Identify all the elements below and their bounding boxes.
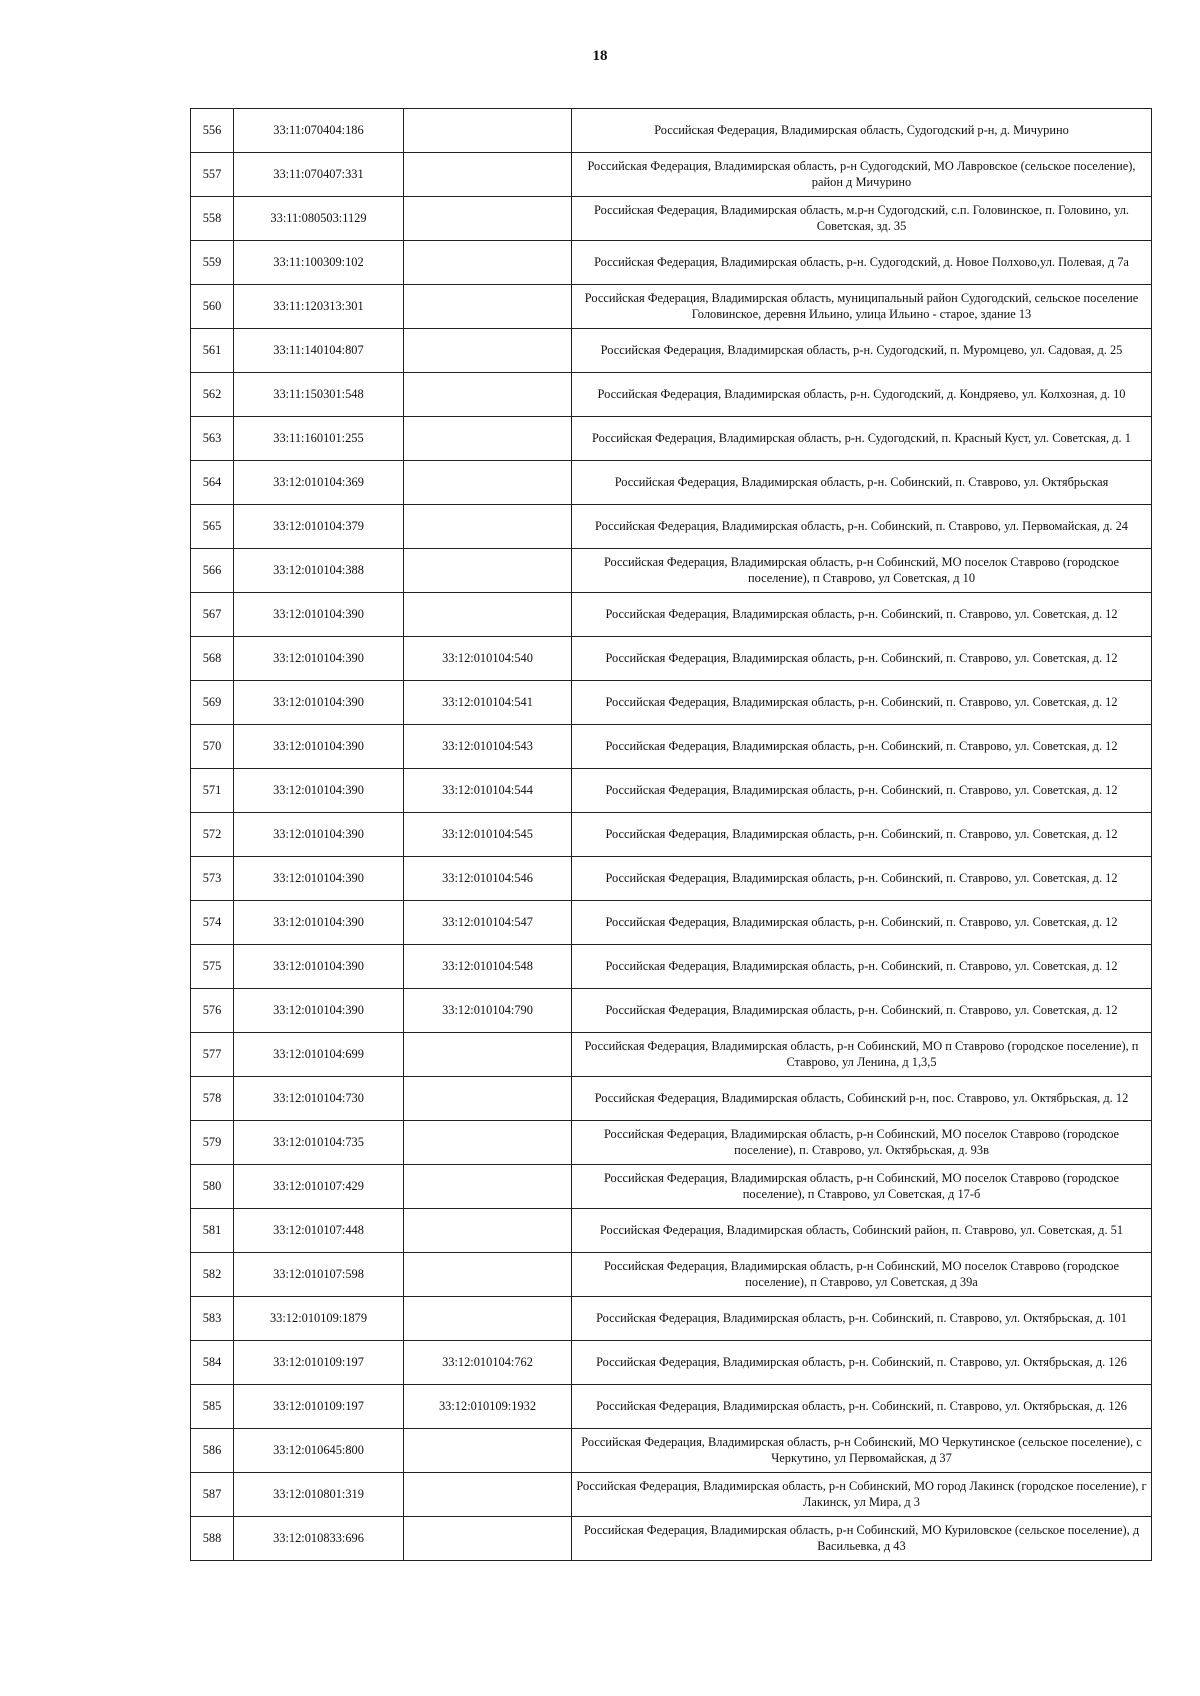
table-row [191,417,1152,461]
linked-cadastral-number-cell: 33:12:010104:543 [404,725,572,769]
row-number-cell: 559 [191,241,234,285]
cadastral-number-cell: 33:12:010104:390 [234,637,404,681]
address-cell: Российская Федерация, Владимирская область, р-н Собинский, МО город Лакинск (городское поселение), г Лакинск, ул Мира, д 3 [572,1473,1152,1517]
address-cell: Российская Федерация, Владимирская область, р-н. Собинский, п. Ставрово, ул. Советская, д. 12 [572,637,1152,681]
row-number-cell: 584 [191,1341,234,1385]
table-row [191,461,1152,505]
table-row [191,1385,1152,1429]
linked-cadastral-number-cell [404,1209,572,1253]
linked-cadastral-number-cell [404,153,572,197]
address-cell: Российская Федерация, Владимирская область, р-н. Собинский, п. Ставрово, ул. Первомайская, д. 24 [572,505,1152,549]
linked-cadastral-number-cell: 33:12:010104:544 [404,769,572,813]
row-number-cell: 577 [191,1033,234,1077]
row-number-cell: 585 [191,1385,234,1429]
table-row [191,1517,1152,1561]
row-number-cell: 568 [191,637,234,681]
cadastral-number-cell: 33:12:010104:369 [234,461,404,505]
table-row [191,505,1152,549]
table-row [191,1121,1152,1165]
row-number-cell: 578 [191,1077,234,1121]
row-number-cell: 572 [191,813,234,857]
table-row [191,285,1152,329]
linked-cadastral-number-cell [404,285,572,329]
linked-cadastral-number-cell: 33:12:010104:545 [404,813,572,857]
row-number-cell: 587 [191,1473,234,1517]
linked-cadastral-number-cell [404,197,572,241]
linked-cadastral-number-cell [404,373,572,417]
cadastral-number-cell: 33:11:070404:186 [234,109,404,153]
address-cell: Российская Федерация, Владимирская область, м.р-н Судогодский, с.п. Головинское, п. Головино, ул. Советская, зд. 35 [572,197,1152,241]
table-row [191,373,1152,417]
cadastral-number-cell: 33:12:010109:1879 [234,1297,404,1341]
cadastral-number-cell: 33:12:010107:448 [234,1209,404,1253]
cadastral-number-cell: 33:12:010833:696 [234,1517,404,1561]
linked-cadastral-number-cell [404,1077,572,1121]
row-number-cell: 581 [191,1209,234,1253]
table-row [191,725,1152,769]
cadastral-number-cell: 33:12:010104:730 [234,1077,404,1121]
linked-cadastral-number-cell [404,505,572,549]
row-number-cell: 573 [191,857,234,901]
table-row [191,857,1152,901]
address-cell: Российская Федерация, Владимирская область, р-н Собинский, МО поселок Ставрово (городское поселение), п Ставрово, ул Советская, д 17-б [572,1165,1152,1209]
registry-table [190,108,1152,1561]
linked-cadastral-number-cell [404,109,572,153]
row-number-cell: 558 [191,197,234,241]
row-number-cell: 569 [191,681,234,725]
row-number-cell: 560 [191,285,234,329]
linked-cadastral-number-cell [404,417,572,461]
table-row [191,197,1152,241]
linked-cadastral-number-cell [404,1517,572,1561]
cadastral-number-cell: 33:12:010104:388 [234,549,404,593]
linked-cadastral-number-cell [404,1429,572,1473]
row-number-cell: 574 [191,901,234,945]
cadastral-number-cell: 33:12:010104:390 [234,945,404,989]
table-row [191,1341,1152,1385]
address-cell: Российская Федерация, Владимирская область, р-н. Собинский, п. Ставрово, ул. Октябрьская [572,461,1152,505]
linked-cadastral-number-cell [404,1033,572,1077]
linked-cadastral-number-cell [404,1253,572,1297]
address-cell: Российская Федерация, Владимирская область, р-н Собинский, МО Куриловское (сельское поселение), д Васильевка, д 43 [572,1517,1152,1561]
cadastral-number-cell: 33:12:010801:319 [234,1473,404,1517]
registry-table-body [191,109,1152,1561]
address-cell: Российская Федерация, Владимирская область, Собинский район, п. Ставрово, ул. Советская, д. 51 [572,1209,1152,1253]
cadastral-number-cell: 33:12:010104:379 [234,505,404,549]
table-row [191,1473,1152,1517]
cadastral-number-cell: 33:12:010104:699 [234,1033,404,1077]
address-cell: Российская Федерация, Владимирская область, р-н. Собинский, п. Ставрово, ул. Советская, д. 12 [572,593,1152,637]
table-row [191,989,1152,1033]
table-row [191,1209,1152,1253]
address-cell: Российская Федерация, Владимирская область, р-н Собинский, МО поселок Ставрово (городское поселение), п Ставрово, ул Советская, д 10 [572,549,1152,593]
linked-cadastral-number-cell [404,549,572,593]
address-cell: Российская Федерация, Владимирская область, р-н. Собинский, п. Ставрово, ул. Октябрьская, д. 126 [572,1385,1152,1429]
address-cell: Российская Федерация, Владимирская область, р-н. Собинский, п. Ставрово, ул. Советская, д. 12 [572,945,1152,989]
cadastral-number-cell: 33:11:070407:331 [234,153,404,197]
address-cell: Российская Федерация, Владимирская область, Собинский р-н, пос. Ставрово, ул. Октябрьская, д. 12 [572,1077,1152,1121]
table-row [191,637,1152,681]
row-number-cell: 565 [191,505,234,549]
address-cell: Российская Федерация, Владимирская область, Судогодский р-н, д. Мичурино [572,109,1152,153]
table-row [191,153,1152,197]
address-cell: Российская Федерация, Владимирская область, р-н. Собинский, п. Ставрово, ул. Советская, д. 12 [572,813,1152,857]
address-cell: Российская Федерация, Владимирская область, р-н Собинский, МО поселок Ставрово (городское поселение), п Ставрово, ул Советская, д 39а [572,1253,1152,1297]
row-number-cell: 566 [191,549,234,593]
cadastral-number-cell: 33:12:010104:735 [234,1121,404,1165]
cadastral-number-cell: 33:12:010104:390 [234,725,404,769]
table-row [191,945,1152,989]
address-cell: Российская Федерация, Владимирская область, р-н. Собинский, п. Ставрово, ул. Советская, д. 12 [572,989,1152,1033]
cadastral-number-cell: 33:12:010104:390 [234,857,404,901]
linked-cadastral-number-cell: 33:12:010104:548 [404,945,572,989]
table-row [191,813,1152,857]
table-row [191,1077,1152,1121]
table-row [191,109,1152,153]
table-row [191,1253,1152,1297]
table-row [191,769,1152,813]
table-row [191,329,1152,373]
row-number-cell: 571 [191,769,234,813]
linked-cadastral-number-cell [404,241,572,285]
row-number-cell: 579 [191,1121,234,1165]
table-row [191,1033,1152,1077]
row-number-cell: 557 [191,153,234,197]
cadastral-number-cell: 33:12:010104:390 [234,813,404,857]
linked-cadastral-number-cell [404,1297,572,1341]
cadastral-number-cell: 33:11:140104:807 [234,329,404,373]
linked-cadastral-number-cell: 33:12:010104:546 [404,857,572,901]
cadastral-number-cell: 33:12:010109:197 [234,1341,404,1385]
linked-cadastral-number-cell: 33:12:010104:540 [404,637,572,681]
row-number-cell: 586 [191,1429,234,1473]
row-number-cell: 561 [191,329,234,373]
linked-cadastral-number-cell [404,461,572,505]
cadastral-number-cell: 33:12:010107:598 [234,1253,404,1297]
address-cell: Российская Федерация, Владимирская область, муниципальный район Судогодский, сельское поселение Головинское, деревня Ильино, улица Ильино - старое, здание 13 [572,285,1152,329]
row-number-cell: 562 [191,373,234,417]
linked-cadastral-number-cell: 33:12:010104:541 [404,681,572,725]
table-row [191,901,1152,945]
row-number-cell: 563 [191,417,234,461]
address-cell: Российская Федерация, Владимирская область, р-н. Собинский, п. Ставрово, ул. Советская, д. 12 [572,901,1152,945]
address-cell: Российская Федерация, Владимирская область, р-н Собинский, МО Черкутинское (сельское поселение), с Черкутино, ул Первомайская, д 37 [572,1429,1152,1473]
cadastral-number-cell: 33:12:010104:390 [234,593,404,637]
cadastral-number-cell: 33:11:100309:102 [234,241,404,285]
linked-cadastral-number-cell [404,1473,572,1517]
row-number-cell: 564 [191,461,234,505]
row-number-cell: 576 [191,989,234,1033]
row-number-cell: 575 [191,945,234,989]
cadastral-number-cell: 33:12:010104:390 [234,989,404,1033]
cadastral-number-cell: 33:11:080503:1129 [234,197,404,241]
linked-cadastral-number-cell [404,1121,572,1165]
address-cell: Российская Федерация, Владимирская область, р-н. Собинский, п. Ставрово, ул. Советская, д. 12 [572,725,1152,769]
cadastral-number-cell: 33:11:150301:548 [234,373,404,417]
linked-cadastral-number-cell: 33:12:010109:1932 [404,1385,572,1429]
table-row [191,1429,1152,1473]
table-row [191,1297,1152,1341]
address-cell: Российская Федерация, Владимирская область, р-н. Судогодский, д. Кондряево, ул. Колхозная, д. 10 [572,373,1152,417]
linked-cadastral-number-cell [404,1165,572,1209]
cadastral-number-cell: 33:12:010107:429 [234,1165,404,1209]
address-cell: Российская Федерация, Владимирская область, р-н. Собинский, п. Ставрово, ул. Советская, д. 12 [572,681,1152,725]
row-number-cell: 588 [191,1517,234,1561]
row-number-cell: 567 [191,593,234,637]
address-cell: Российская Федерация, Владимирская область, р-н. Собинский, п. Ставрово, ул. Октябрьская, д. 126 [572,1341,1152,1385]
cadastral-number-cell: 33:11:160101:255 [234,417,404,461]
cadastral-number-cell: 33:12:010104:390 [234,681,404,725]
linked-cadastral-number-cell: 33:12:010104:762 [404,1341,572,1385]
row-number-cell: 556 [191,109,234,153]
cadastral-number-cell: 33:12:010104:390 [234,769,404,813]
table-row [191,593,1152,637]
address-cell: Российская Федерация, Владимирская область, р-н Судогодский, МО Лавровское (сельское поселение), район д Мичурино [572,153,1152,197]
page-number: 18 [592,48,608,64]
address-cell: Российская Федерация, Владимирская область, р-н Собинский, МО поселок Ставрово (городское поселение), п. Ставрово, ул. Октябрьская, д. 93в [572,1121,1152,1165]
cadastral-number-cell: 33:12:010104:390 [234,901,404,945]
linked-cadastral-number-cell [404,593,572,637]
cadastral-number-cell: 33:12:010645:800 [234,1429,404,1473]
linked-cadastral-number-cell: 33:12:010104:790 [404,989,572,1033]
table-row [191,681,1152,725]
address-cell: Российская Федерация, Владимирская область, р-н. Собинский, п. Ставрово, ул. Советская, д. 12 [572,857,1152,901]
address-cell: Российская Федерация, Владимирская область, р-н. Судогодский, п. Муромцево, ул. Садовая, д. 25 [572,329,1152,373]
table-row [191,1165,1152,1209]
linked-cadastral-number-cell [404,329,572,373]
address-cell: Российская Федерация, Владимирская область, р-н Собинский, МО п Ставрово (городское поселение), п Ставрово, ул Ленина, д 1,3,5 [572,1033,1152,1077]
address-cell: Российская Федерация, Владимирская область, р-н. Судогодский, д. Новое Полхово,ул. Полевая, д 7а [572,241,1152,285]
address-cell: Российская Федерация, Владимирская область, р-н. Собинский, п. Ставрово, ул. Советская, д. 12 [572,769,1152,813]
row-number-cell: 583 [191,1297,234,1341]
cadastral-number-cell: 33:12:010109:197 [234,1385,404,1429]
table-row [191,241,1152,285]
table-row [191,549,1152,593]
row-number-cell: 582 [191,1253,234,1297]
address-cell: Российская Федерация, Владимирская область, р-н. Судогодский, п. Красный Куст, ул. Советская, д. 1 [572,417,1152,461]
row-number-cell: 580 [191,1165,234,1209]
row-number-cell: 570 [191,725,234,769]
address-cell: Российская Федерация, Владимирская область, р-н. Собинский, п. Ставрово, ул. Октябрьская, д. 101 [572,1297,1152,1341]
linked-cadastral-number-cell: 33:12:010104:547 [404,901,572,945]
cadastral-number-cell: 33:11:120313:301 [234,285,404,329]
